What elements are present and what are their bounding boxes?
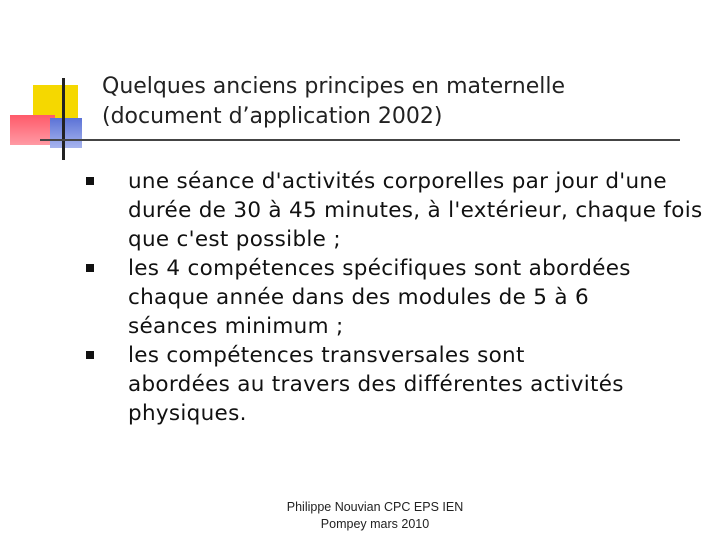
slide-title xyxy=(102,72,702,132)
footer-author: Philippe Nouvian CPC EPS IEN xyxy=(286,500,464,514)
slide-title-line-2: (document d’application 2002) xyxy=(102,104,443,129)
slide-footer xyxy=(230,499,520,533)
bullet-item-1 xyxy=(0,167,713,254)
bullet-text-3: les compétences transversales sont abordées au travers des différentes activités physiques. xyxy=(128,343,624,426)
decorative-blue-square xyxy=(50,118,82,148)
bullet-list xyxy=(0,167,720,428)
title-divider xyxy=(40,139,680,141)
slide-title-line-1: Quelques anciens principes en maternelle xyxy=(102,74,566,99)
bullet-text-1: une séance d'activités corporelles par jour d'une durée de 30 à 45 minutes, à l'extérieur, chaque fois que c'est possible ; xyxy=(128,169,703,252)
footer-location-date: Pompey mars 2010 xyxy=(320,517,430,531)
square-bullet-icon xyxy=(86,351,94,359)
bullet-item-2 xyxy=(0,254,673,341)
square-bullet-icon xyxy=(86,264,94,272)
bullet-text-2: les 4 compétences spécifiques sont abordées chaque année dans des modules de 5 à 6 séances minimum ; xyxy=(128,256,631,339)
bullet-item-3 xyxy=(0,341,628,428)
decorative-vertical-line xyxy=(62,78,65,160)
square-bullet-icon xyxy=(86,177,94,185)
